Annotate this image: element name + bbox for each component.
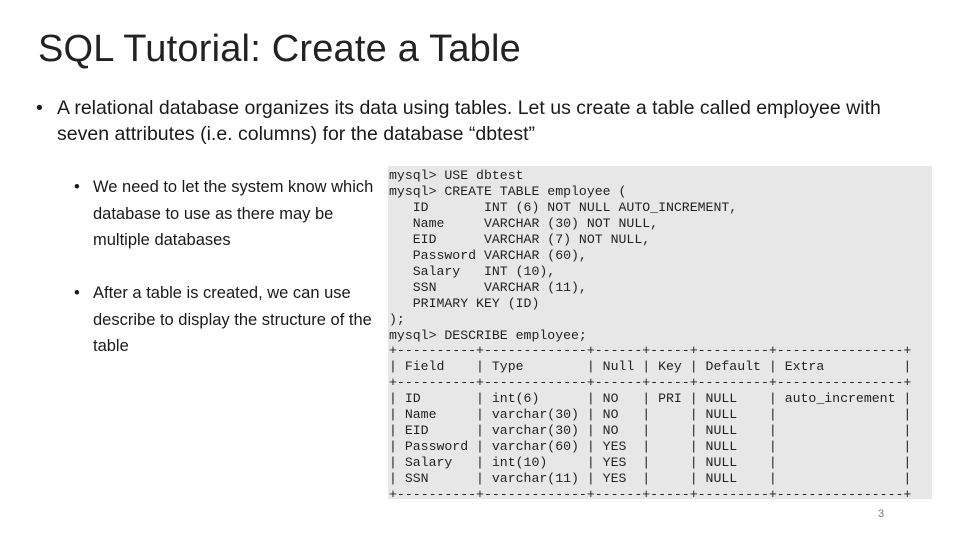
terminal-output	[388, 166, 932, 499]
sub-bullet-use-database	[74, 174, 386, 254]
main-bullet-text: A relational database organizes its data using tables. Let us create a table called employee with seven attributes (i.e. columns) for the database “dbtest”	[57, 97, 881, 145]
terminal-line: | Salary | int(10) | YES | | NULL | |	[389, 455, 912, 471]
terminal-line: +----------+-------------+------+-----+---------+----------------+	[389, 487, 912, 499]
slide-title: SQL Tutorial: Create a Table	[38, 28, 521, 70]
terminal-line: ID INT (6) NOT NULL AUTO_INCREMENT,	[389, 199, 738, 215]
terminal-line: | EID | varchar(30) | NO | | NULL | |	[389, 423, 912, 439]
terminal-line: | Name | varchar(30) | NO | | NULL | |	[389, 407, 912, 423]
terminal-line: | Field | Type | Null | Key | Default | Extra |	[389, 359, 912, 375]
sub-bullet-describe-table	[74, 280, 386, 360]
main-bullet	[36, 95, 916, 147]
bullet-dot: •	[74, 284, 80, 302]
bullet-dot: •	[36, 97, 43, 119]
mysql-terminal-screenshot	[388, 166, 932, 499]
page-number: 3	[878, 508, 885, 520]
terminal-line: SSN VARCHAR (11),	[389, 279, 587, 295]
sub-bullet-text: We need to let the system know which database to use as there may be multiple databases	[93, 178, 374, 249]
terminal-line: );	[389, 311, 405, 327]
terminal-line: | ID | int(6) | NO | PRI | NULL | auto_increment |	[389, 391, 912, 407]
terminal-line: | Password | varchar(60) | YES | | NULL | |	[389, 439, 912, 455]
terminal-line: Password VARCHAR (60),	[389, 247, 587, 263]
terminal-line: mysql> USE dbtest	[389, 168, 524, 183]
sub-bullet-text: After a table is created, we can use describe to display the structure of the table	[93, 284, 372, 355]
terminal-line: Salary INT (10),	[389, 263, 556, 279]
terminal-line: PRIMARY KEY (ID)	[389, 295, 540, 311]
terminal-line: EID VARCHAR (7) NOT NULL,	[389, 231, 651, 247]
bullet-dot: •	[74, 178, 80, 196]
terminal-line: mysql> DESCRIBE employee;	[389, 327, 587, 343]
terminal-line: Name VARCHAR (30) NOT NULL,	[389, 215, 659, 231]
terminal-line: +----------+-------------+------+-----+---------+----------------+	[389, 343, 912, 359]
terminal-line: +----------+-------------+------+-----+---------+----------------+	[389, 375, 912, 391]
terminal-line: mysql> CREATE TABLE employee (	[389, 183, 627, 199]
terminal-line: | SSN | varchar(11) | YES | | NULL | |	[389, 471, 912, 487]
